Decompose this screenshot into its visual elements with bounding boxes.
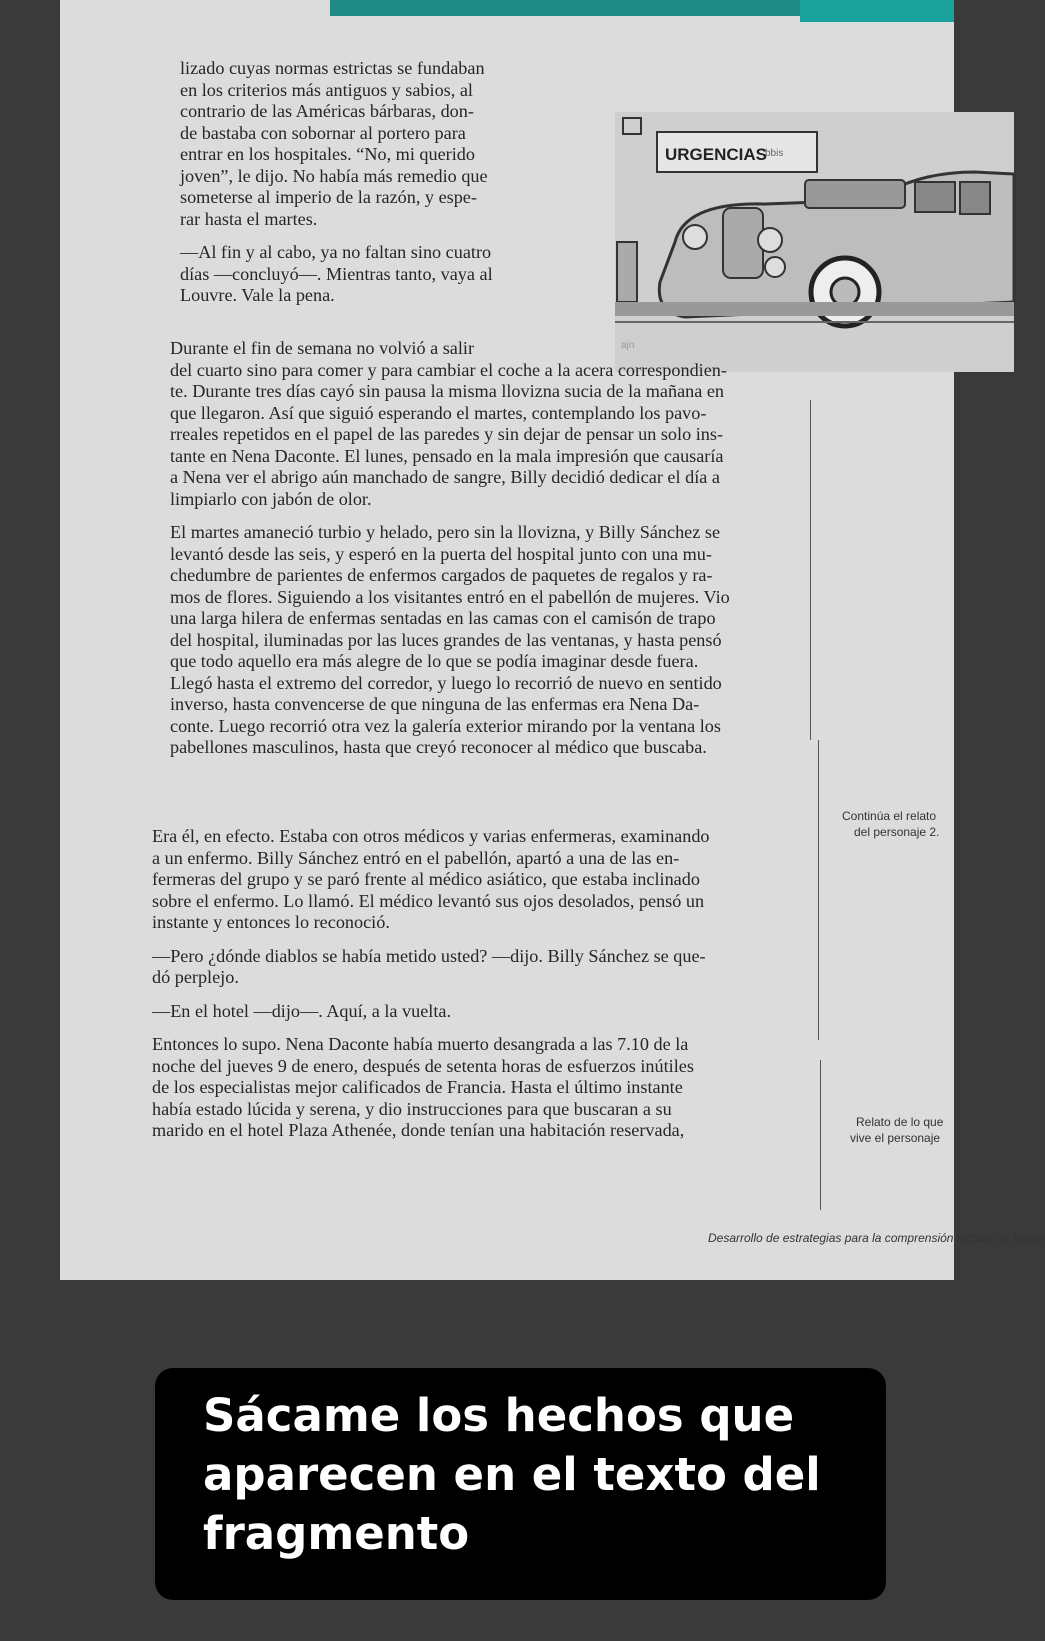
text-line: sobre el enfermo. Lo llamó. El médico levantó sus ojos desolados, pensó un xyxy=(152,890,705,911)
margin-bracket-2 xyxy=(808,740,819,1040)
text-line: que todo aquello era más alegre de lo que se podía imaginar desde fuera. xyxy=(170,651,699,671)
text-line: Entonces lo supo. Nena Daconte había muerto desangrada a las 7.10 de la xyxy=(152,1034,689,1054)
text-line: a un enfermo. Billy Sánchez entró en el pabellón, apartó a una de las en- xyxy=(152,847,680,868)
sign2: bbis xyxy=(765,148,784,159)
text-line: te. Durante tres días cayó sin pausa la misma llovizna sucia de la mañana en xyxy=(170,381,725,401)
text-line: dó perplejo. xyxy=(152,967,239,987)
text-line: limpiarlo con jabón de olor. xyxy=(170,488,372,509)
text-line: Llegó hasta el extremo del corredor, y luego lo recorrió de nuevo en sentido xyxy=(170,672,722,693)
margin-bracket-1 xyxy=(800,400,811,740)
text-line: marido en el hotel Plaza Athenée, donde tenían una habitación reservada, xyxy=(152,1120,685,1140)
paragraph-1 xyxy=(180,58,493,230)
mark: ajn xyxy=(621,340,635,351)
text-line: —Pero ¿dónde diablos se había metido usted? —dijo. Billy Sánchez se que- xyxy=(152,945,706,966)
ambulance-illustration xyxy=(615,112,1014,372)
paragraph-8 xyxy=(152,1034,710,1142)
text-line: Era él, en efecto. Estaba con otros médicos y varias enfermeras, examinando xyxy=(152,826,710,846)
side-note-line: Continúa el relato xyxy=(842,809,937,823)
story-column-mid xyxy=(170,338,730,771)
ambulance-drawing xyxy=(615,112,1014,372)
text-line: rar hasta el martes. xyxy=(180,208,318,229)
text-line: fermeras del grupo y se paró frente al médico asiático, que estaba inclinado xyxy=(152,869,700,889)
story-column-bottom xyxy=(152,826,710,1154)
text-line: de bastaba con sobornar al portero para xyxy=(180,122,466,143)
text-line: Louvre. Vale la pena. xyxy=(180,285,335,305)
paragraph-5 xyxy=(152,826,710,934)
paragraph-3 xyxy=(170,338,730,510)
text-line: pabellones masculinos, hasta que creyó reconocer al médico que buscaba. xyxy=(170,737,707,757)
text-line: una larga hilera de enfermas sentadas en las camas con el camisón de trapo xyxy=(170,608,716,628)
story-column-top xyxy=(180,58,493,319)
teal-bar-2 xyxy=(800,0,954,22)
urgencias-sign: URGENCIAS xyxy=(665,145,768,164)
side-note-line: del personaje 2. xyxy=(854,825,940,839)
text-line: mos de flores. Siguiendo a los visitantes entró en el pabellón de mujeres. Vio xyxy=(170,586,730,607)
text-line: días —concluyó—. Mientras tanto, vaya al xyxy=(180,263,493,284)
text-line: chedumbre de parientes de enfermos cargados de paquetes de regalos y ra- xyxy=(170,565,713,585)
side-note-relato xyxy=(850,1114,943,1146)
overlay-caption: Sácame los hechos que aparecen en el texto del fragmento xyxy=(203,1389,821,1560)
page-footer: Desarrollo de estrategias para la comprensión lectora de textos xyxy=(708,1231,1045,1245)
paragraph-4 xyxy=(170,522,730,759)
side-note-continua xyxy=(842,808,939,840)
text-line: que llegaron. Así que siguió esperando el martes, contemplando los pavo- xyxy=(170,402,707,423)
text-line: levantó desde las seis, y esperó en la puerta del hospital junto con una mu- xyxy=(170,543,712,564)
text-line: rreales repetidos en el papel de las paredes y sin dejar de pensar un solo ins- xyxy=(170,424,724,444)
paragraph-7 xyxy=(152,1001,710,1023)
margin-bracket-3 xyxy=(810,1060,821,1210)
text-line: había estado lúcida y serena, y dio instrucciones para que buscaran a su xyxy=(152,1098,672,1119)
text-line: del hospital, iluminadas por las luces grandes de las ventanas, y hasta pensó xyxy=(170,629,722,650)
text-line: conte. Luego recorrió otra vez la galería exterior mirando por la ventana los xyxy=(170,715,721,736)
text-line: someterse al imperio de la razón, y espe- xyxy=(180,187,477,207)
text-line: noche del jueves 9 de enero, después de setenta horas de esfuerzos inútiles xyxy=(152,1055,694,1076)
text-line: lizado cuyas normas estrictas se fundaban xyxy=(180,58,485,78)
text-line: —En el hotel —dijo—. Aquí, a la vuelta. xyxy=(152,1000,452,1021)
text-line: contrario de las Américas bárbaras, don- xyxy=(180,101,474,121)
text-line: inverso, hasta convencerse de que ninguna de las enfermas era Nena Da- xyxy=(170,694,700,714)
text-line: a Nena ver el abrigo aún manchado de sangre, Billy decidió dedicar el día a xyxy=(170,467,720,487)
text-line: Durante el fin de semana no volvió a salir xyxy=(170,338,475,358)
text-line: —Al fin y al cabo, ya no faltan sino cuatro xyxy=(180,242,492,262)
text-line: entrar en los hospitales. “No, mi querido xyxy=(180,144,475,164)
text-line: de los especialistas mejor calificados de Francia. Hasta el último instante xyxy=(152,1077,683,1097)
paragraph-6 xyxy=(152,946,710,989)
text-line: El martes amaneció turbio y helado, pero sin la llovizna, y Billy Sánchez se xyxy=(170,522,721,542)
text-line: joven”, le dijo. No había más remedio que xyxy=(180,165,488,186)
text-line: del cuarto sino para comer y para cambiar el coche a la acera correspondien- xyxy=(170,359,727,380)
text-line: tante en Nena Daconte. El lunes, pensado en la mala impresión que causaría xyxy=(170,445,724,466)
side-note-line: vive el personaje xyxy=(850,1131,941,1145)
text-line: en los criterios más antiguos y sabios, al xyxy=(180,79,473,100)
text-line: instante y entonces lo reconoció. xyxy=(152,912,390,932)
paragraph-2 xyxy=(180,242,493,307)
side-note-line: Relato de lo que xyxy=(856,1115,944,1129)
caption-overlay xyxy=(155,1368,886,1600)
